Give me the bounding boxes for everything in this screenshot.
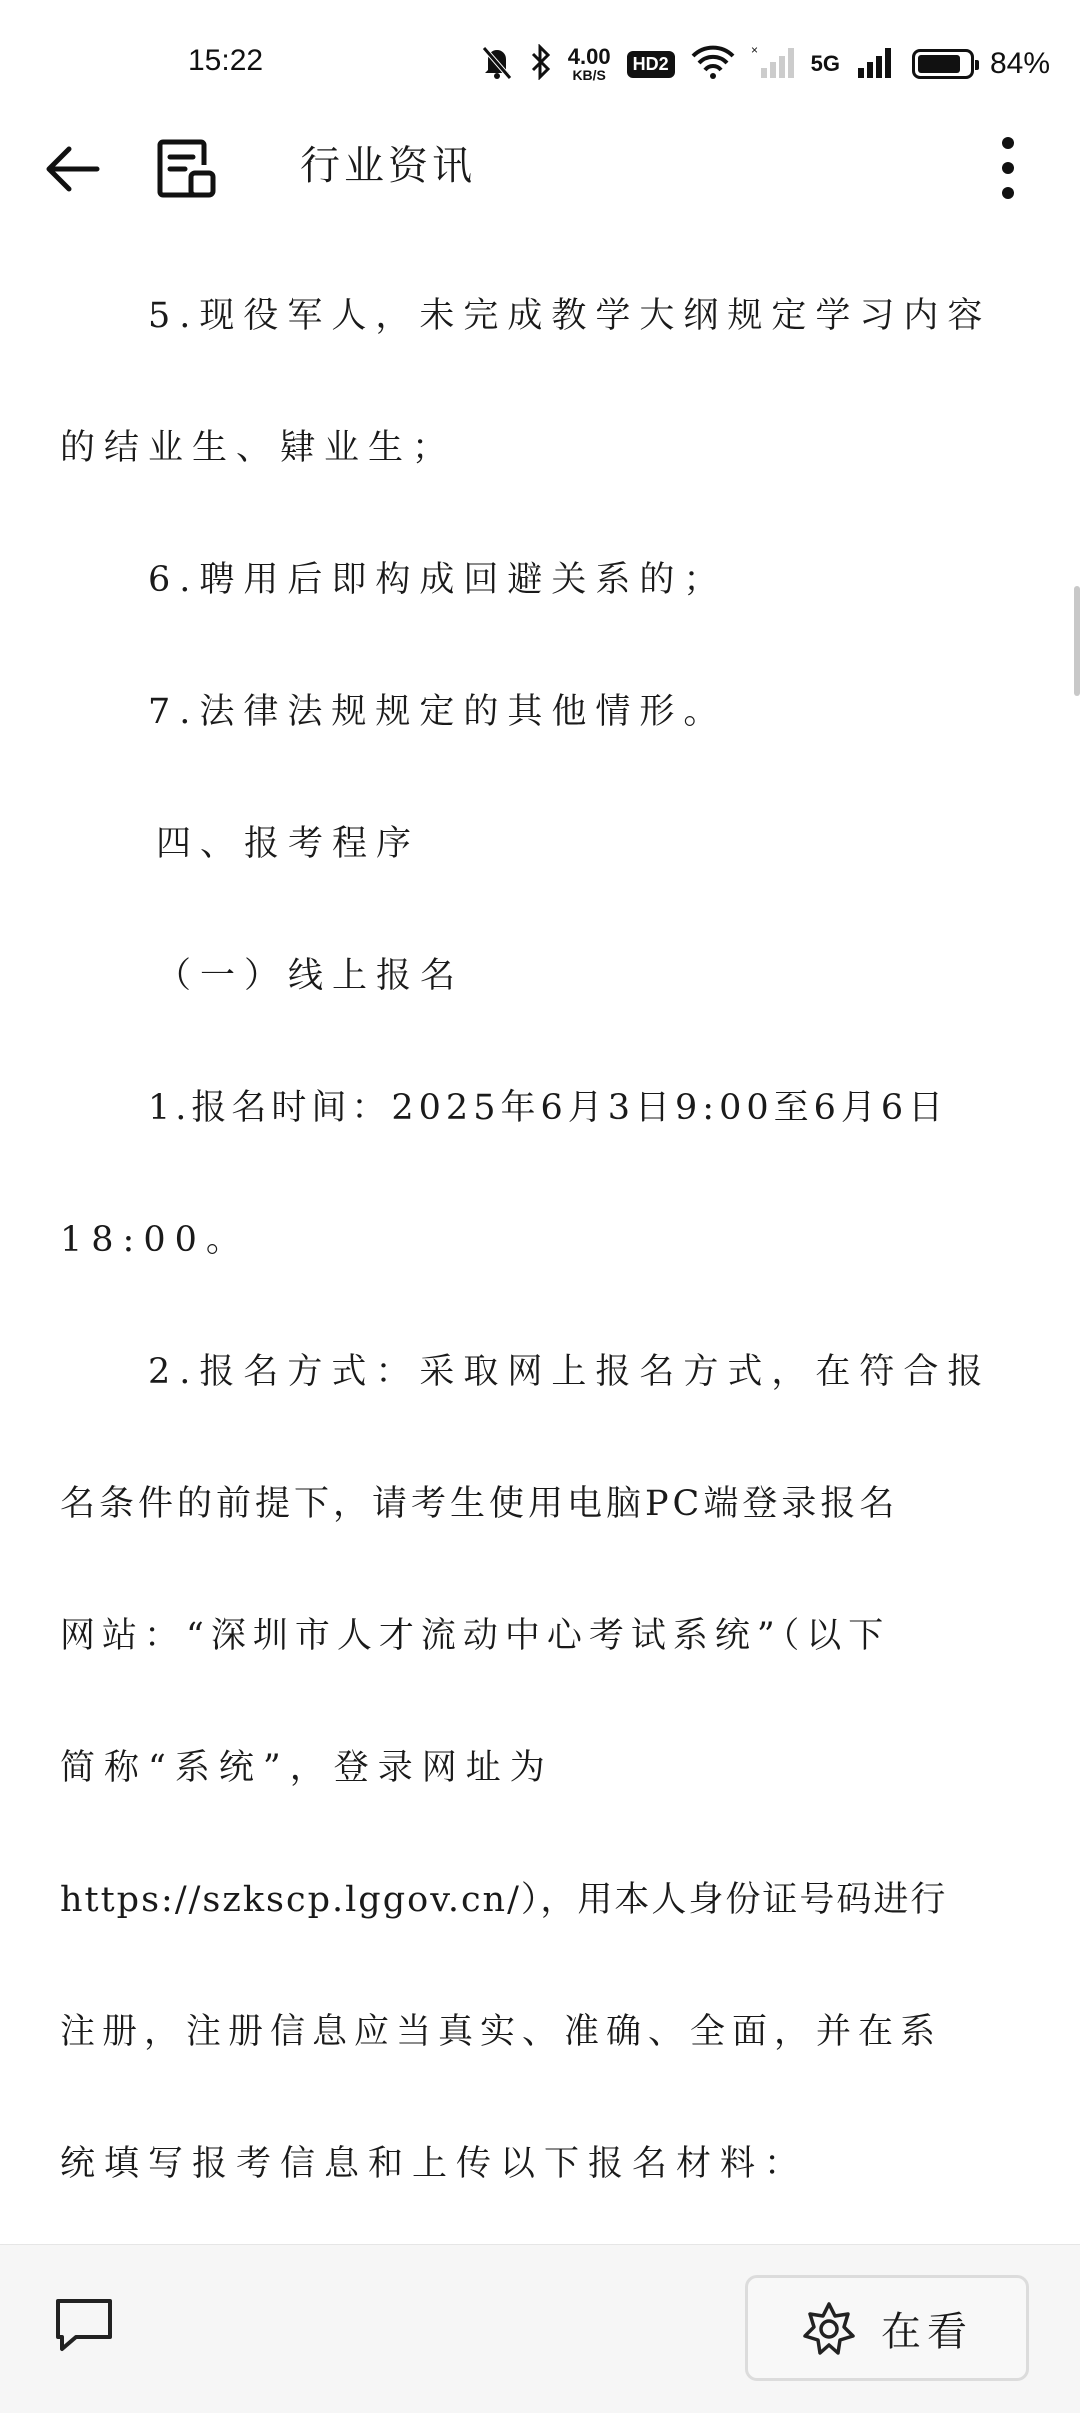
subsection-heading: （一）线上报名 [156, 956, 465, 996]
article-line: 6.聘用后即构成回避关系的； [148, 560, 728, 600]
status-icons [480, 36, 1050, 92]
battery-icon [912, 49, 974, 79]
article-link-line[interactable]: https://szkscp.lggov.cn/），用本人身份证号码进行 [60, 1880, 948, 1920]
article-line: 统填写报考信息和上传以下报名材料： [60, 2144, 809, 2184]
status-time: 15:22 [188, 44, 264, 77]
document-list-icon [155, 139, 219, 199]
signal-sim2-icon [856, 44, 896, 85]
article-line: 5.现役军人，未完成教学大纲规定学习内容 [148, 296, 992, 336]
bluetooth-icon [530, 44, 552, 85]
page-title: 行业资讯 [300, 143, 476, 189]
status-bar [0, 0, 1080, 128]
signal-sim1-icon [751, 44, 795, 85]
article-line: 7.法律法规规定的其他情形。 [148, 692, 728, 732]
network-type-label: 5G [810, 51, 840, 76]
back-arrow-icon [41, 139, 101, 199]
watch-label: 在看 [881, 2308, 973, 2355]
article-line: 简称“系统”，登录网址为 [60, 1748, 554, 1788]
article-line: 网站：“深圳市人才流动中心考试系统”（以下 [60, 1616, 891, 1656]
article-line: 2.报名方式：采取网上报名方式，在符合报 [148, 1352, 992, 1392]
comment-button[interactable] [52, 2295, 116, 2359]
back-button[interactable] [36, 134, 106, 204]
battery-percent: 84% [989, 47, 1050, 80]
battery-fill [918, 55, 960, 73]
mute-bell-icon [480, 44, 514, 85]
hd-badge: HD2 [627, 51, 675, 78]
article-line: 1.报名时间：2025年6月3日9:00至6月6日 [148, 1088, 949, 1128]
more-options-button[interactable] [988, 130, 1028, 206]
watch-flower-icon [801, 2300, 857, 2356]
article-line: 的结业生、肄业生； [60, 428, 457, 468]
article-line: 18:00。 [60, 1220, 250, 1260]
bottom-action-bar [0, 2244, 1080, 2413]
article-line: 注册，注册信息应当真实、准确、全面，并在系 [60, 2012, 943, 2052]
article-body[interactable] [0, 224, 1080, 2244]
article-line: 名条件的前提下，请考生使用电脑PC端登录报名 [60, 1484, 899, 1524]
network-speed: 4.00 KB/S [567, 44, 611, 83]
scroll-indicator[interactable] [1074, 586, 1080, 696]
svg-text:×: × [750, 43, 758, 57]
wifi-icon [691, 44, 735, 85]
more-vertical-icon [998, 135, 1018, 201]
article-list-button[interactable] [150, 134, 224, 204]
section-heading: 四、报考程序 [156, 824, 421, 864]
comment-icon [52, 2295, 116, 2355]
watch-button[interactable] [745, 2275, 1029, 2381]
